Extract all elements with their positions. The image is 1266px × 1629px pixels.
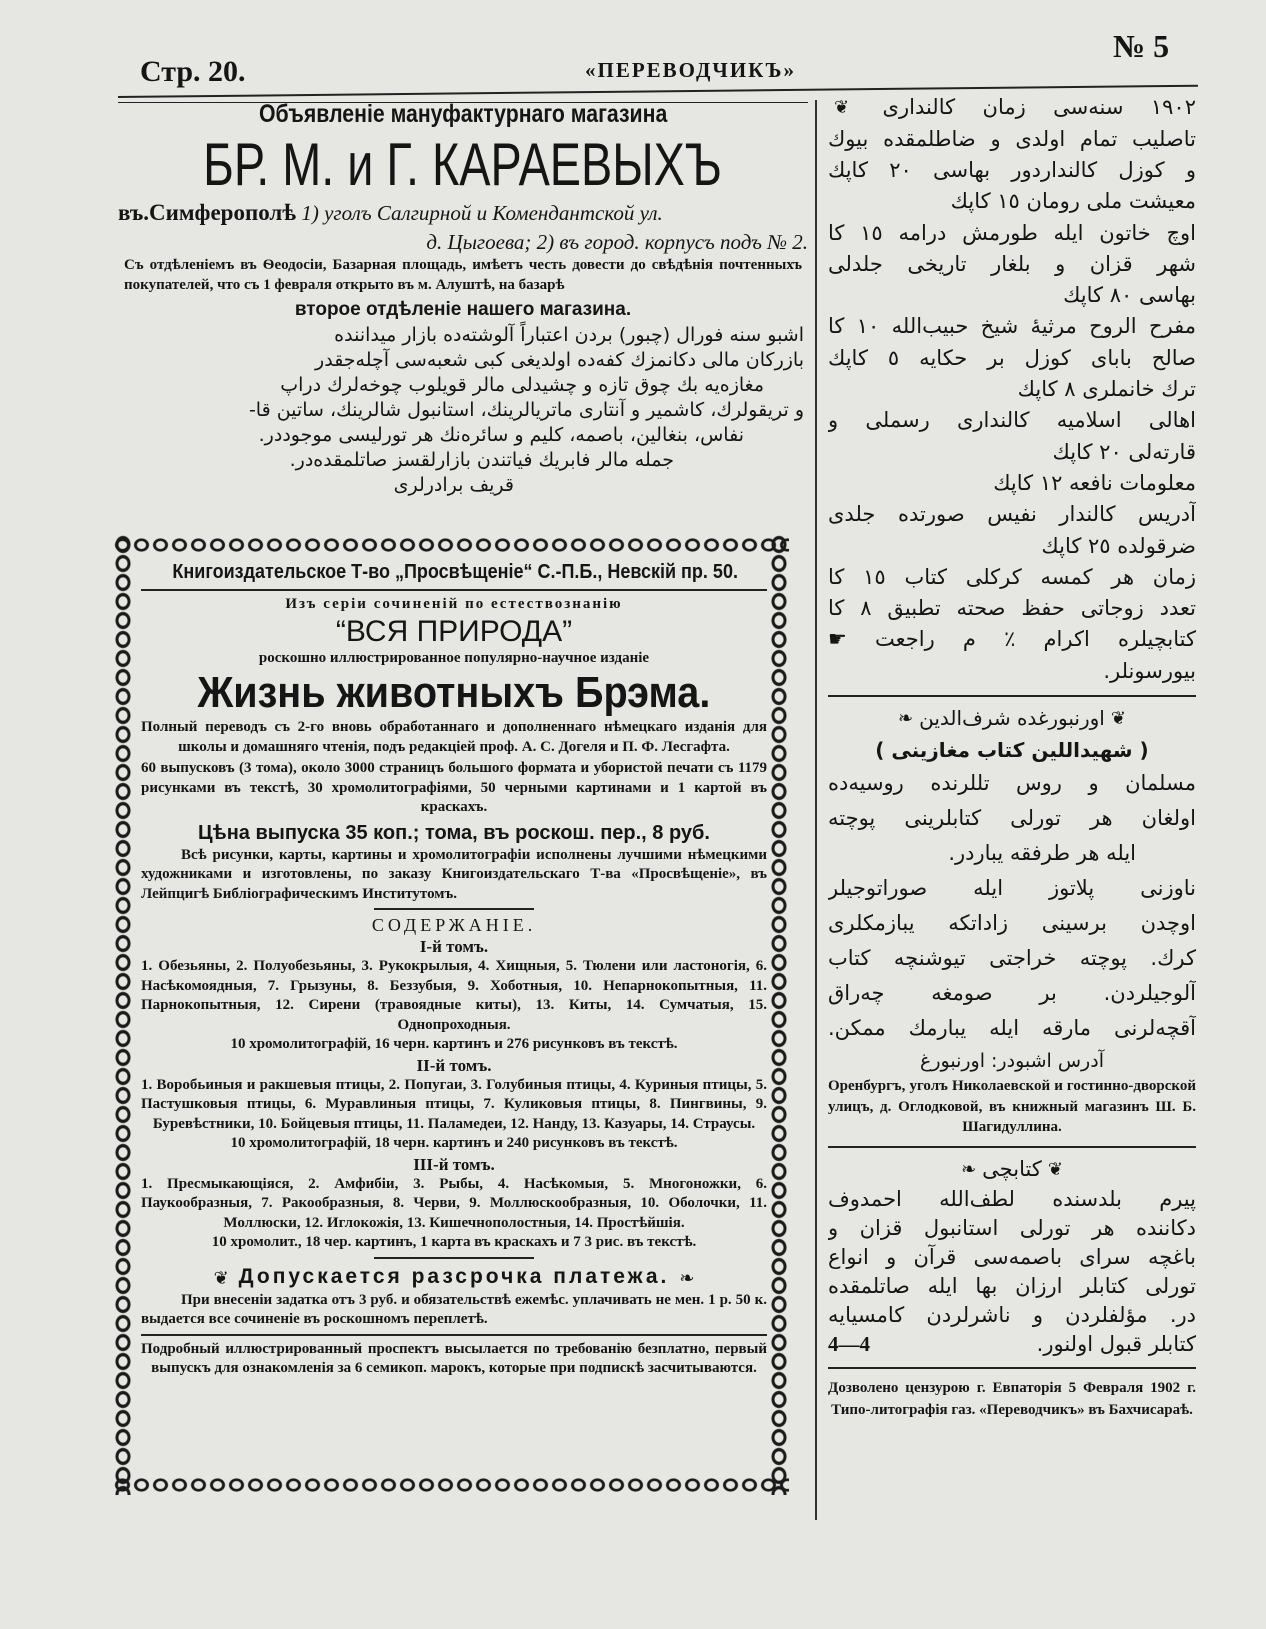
calendar-line: کتابچیلره اکرام ٪ م راجعت ☛: [828, 627, 1196, 652]
arabic-line: مغازه‌یه بك چوق تازه و چشیدلی مالر قویلوب چوخه‌لرك دراپ: [280, 374, 764, 396]
calendar-line: شهر قزان و بلغار تاریخی جلدلی: [828, 251, 1196, 276]
orenburg-address-label: آدرس اشبودر: اورنبورغ: [920, 1050, 1104, 1073]
volumes-description: 60 выпусковъ (3 тома), около 3000 страницъ большого формата и убористой печати съ 1179 рисунками въ текстѣ, 30 хромолитографіями, 50 черными картинами и 1 картой въ краскахъ.: [141, 760, 767, 815]
page-number: Стр. 20.: [140, 55, 246, 88]
prospectus-note: Подробный иллюстрированный проспектъ высылается по требованію безплатно, первый выпускъ для ознакомленія за 6 семикоп. марокъ, которые при подпискѣ засчитываются.: [141, 1340, 767, 1376]
arabic-line: بازرکان مالی دکانمزك کفه‌ده اولدیغی کبی شعبه‌سی آچله‌جقدر: [315, 349, 804, 371]
address-2: д. Цыгоева; 2) въ город. корпусъ подъ № 2.: [426, 230, 808, 254]
ornament-icon: ❦: [213, 1268, 229, 1289]
calendar-line: تاصلیب تمام اولدی و ضاطلمقده بیوك: [828, 126, 1196, 151]
bookseller-line: تورلی کتابلر ارزان بها ایله صاتلمقده: [828, 1273, 1196, 1298]
volume-3-summary: 10 хромолит., 18 чер. картинъ, 1 карта въ краскахъ и 7 3 рис. въ текстѣ.: [211, 1234, 697, 1250]
ad-arabic-text: [118, 323, 808, 498]
arabic-line: نفاس، بنغالین، باصمه، کلیم و سائره‌نك هر تورلیسی موجوددر.: [258, 424, 744, 446]
shop-name: БР. М. и Г. КАРАЕВЫХЪ: [203, 131, 723, 198]
installment-text: При внесеніи задатка отъ 3 руб. и обязательствѣ ежемѣс. уплачивать не мен. 1 р. 50 к. выдается все сочиненіе въ роскошномъ переплетѣ.: [141, 1291, 767, 1327]
column-divider: [815, 100, 817, 1520]
orenburg-line: مسلمان و روس تللرنده روسیه‌ده: [828, 771, 1196, 796]
calendar-line: و کوزل کالنداردور بهاسی ٢٠ کاپك: [828, 157, 1196, 182]
chain-border-right: [769, 535, 789, 1495]
orenburg-line: اوچدن برسینی زاداتکه یبازمکلری: [828, 911, 1196, 936]
arabic-line: اشبو سنه فورال (چبور) بردن اعتباراً آلوشته‌ده بازار میداننده: [334, 324, 804, 346]
arabic-line: و تریقولرك، کاشمیر و آنتاری ماتریالرینك، استانبول شالرینك، ساتین قا-: [248, 399, 804, 421]
bookseller-line: باغچه سرای باصمه‌سی قرآن و انواع: [828, 1244, 1196, 1269]
chain-border-left: [113, 535, 133, 1495]
ornament-icon: ❦: [1110, 708, 1126, 730]
calendar-line: زمان هر کمسه کرکلی کتاب ١٥ کا: [828, 564, 1196, 589]
calendar-line: ١٩٠٢ سنه‌سی زمان کالنداری ❦: [828, 92, 1196, 124]
orenburg-ad: [828, 703, 1196, 1138]
orenburg-line: ایله هر طرفقه یباردر.: [948, 841, 1136, 866]
calendar-line: اهالی اسلامیه کالنداری رسملی و: [828, 408, 1196, 433]
publisher: Книгоиздательское Т-во „Просвѣщеніе“ С.-П.Б., Невскій пр. 50.: [172, 561, 738, 583]
divider: [374, 908, 534, 910]
calendar-line: آدریس کالندار نفیس صورتده جلدی: [828, 502, 1196, 527]
volume-1-title: I-й томъ.: [419, 937, 489, 956]
orenburg-subtitle: ( شهید‌اللین کتاب مغازینی ): [875, 738, 1149, 763]
orenburg-line: اولغان هر تورلی کتابلرینی پوچته: [828, 806, 1196, 831]
newspaper-title: «ПЕРЕВОДЧИКЪ»: [585, 58, 796, 82]
ad-notice: Съ отдѣленіемъ въ Ѳеодосіи, Базарная площадь, имѣетъ честь довести до свѣдѣнія почтенныхъ покупателей, что съ 1 февраля открыто въ м. Алуштѣ, на базарѣ: [124, 257, 802, 293]
karaev-ad: [118, 100, 808, 498]
volume-2-items: 1. Воробьиныя и ракшевыя птицы, 2. Попугаи, 3. Голубиныя птицы, 4. Куриныя птицы, 5. Пастушковыя птицы, 6. Муравлиныя птицы, 7. Куликовыя птицы, 8. Пингвины, 9. Буревѣстники, 10. Бойцевыя птицы, 11. Паламедеи, 12. Нанду, 13. Казуары, 14. Страусы.: [141, 1076, 767, 1132]
ad-notice-bold: второе отдѣленіе нашего магазина.: [294, 299, 632, 320]
calendar-line: مفرح الروح مرثیهٔ شیخ حبیب‌الله ١٠ کا: [828, 314, 1196, 339]
orenburg-line: کرك. پوچته خراجتی تیوشنچه کتاب: [828, 946, 1196, 971]
calendar-line: ضرقولده ٢٥ کاپك: [1041, 533, 1196, 558]
ad-heading: Объявленіе мануфактурнаго магазина: [258, 100, 668, 128]
issue-number: № 5: [1113, 28, 1170, 64]
volume-1-items: 1. Обезьяны, 2. Полуобезьяны, 3. Рукокрылыя, 4. Хищныя, 5. Тюлени или ластоногія, 6. Насѣкомоядныя, 7. Грызуны, 8. Беззубыя, 9. Хоботныя, 10. Непарнокопытныя, 11. Парнокопытныя, 12. Сирени (травоядные киты), 13. Киты, 14. Сумчатыя, 15. Однопроходныя.: [141, 958, 767, 1033]
chain-border-bottom: [113, 1475, 789, 1495]
volume-2-title: II-й томъ.: [416, 1055, 492, 1075]
bookseller-mark: 4—4: [828, 1331, 870, 1356]
bookseller-ad: [828, 1154, 1196, 1359]
right-column: [828, 92, 1196, 1421]
calendar-line: بهاسی ٨٠ کاپك: [1063, 283, 1196, 308]
ornament-icon: ❧: [898, 708, 914, 730]
arabic-signature: قریف برادرلری: [393, 474, 514, 496]
calendar-line: صالح بابای کوزل بر حکایه ٥ کاپك: [828, 345, 1196, 370]
calendar-ad: [828, 92, 1196, 687]
book-title: Жизнь животныхъ Брэма.: [197, 668, 711, 717]
volume-3-items: 1. Пресмыкающіяся, 2. Амфибіи, 3. Рыбы, 4. Насѣкомыя, 5. Многоножки, 6. Паукообразныя, 7. Ракообразныя, 8. Черви, 9. Моллюскообразныя, 10. Оболочки, 11. Моллюски, 12. Иглокожія, 13. Кишечнополостныя, 14. Простѣйшія.: [141, 1175, 767, 1231]
orenburg-line: آلوجیلردن. بر صومغه چه‌راق: [828, 981, 1196, 1006]
price: Цѣна выпуска 35 коп.; тома, въ роскош. пер., 8 руб.: [198, 821, 710, 844]
volume-3-title: III-й томъ.: [413, 1154, 495, 1174]
ornament-icon: ❦: [834, 97, 850, 119]
edition-subtitle: роскошно иллюстрированное популярно-научное изданіе: [258, 649, 650, 666]
bookseller-line: کتابلر قبول اولنور. 4—4: [828, 1330, 1196, 1359]
calendar-line: بیورسونلر.: [1103, 658, 1196, 683]
address-1: 1) уголъ Салгирной и Комендантской ул.: [301, 201, 663, 225]
orenburg-address: Оренбургъ, уголъ Николаевской и гостинно-дворской улицъ, д. Оглодковой, въ книжный магазинъ Ш. Б. Шагидуллина.: [828, 1078, 1196, 1136]
contents-title: СОДЕРЖАНІЕ.: [371, 915, 537, 935]
bookseller-line: دکاننده هر تورلی استانبول قزان و: [828, 1215, 1196, 1240]
calendar-line: تعدد زوجاتی حفظ صحته تطبیق ٨ کا: [828, 596, 1196, 621]
calendar-line: اوچ خاتون ایله طورمش درامه ١٥ کا: [828, 220, 1196, 245]
orenburg-line: ناوزنی پلاتوز ایله صوراتوجیلر: [828, 876, 1196, 901]
ornament-icon: ❧: [679, 1268, 695, 1289]
calendar-line: ترك خانملری ٨ کاپك: [1017, 377, 1196, 402]
translation-note: Полный переводъ съ 2-го вновь обработаннаго и дополненнаго нѣмецкаго изданія для школы и домашняго чтенія, подъ редакціей проф. А. С. Догеля и П. Ф. Лесгафта.: [141, 719, 767, 755]
illustrations-note: Всѣ рисунки, карты, картины и хромолитографіи исполнены лучшими нѣмецкими художниками и изготовлены, по заказу Книгоиздательскаго Т-ва «Просвѣщеніе», въ Лейпцигѣ Библіографическимъ Институтомъ.: [141, 846, 767, 902]
calendar-line: معلومات نافعه ١٢ کاپك: [993, 470, 1196, 495]
bookseller-title: کتابچی: [982, 1156, 1042, 1181]
series-name: “ВСЯ ПРИРОДА”: [335, 614, 573, 648]
ornament-icon: ❧: [961, 1158, 977, 1180]
censorship-note: Дозволено цензурою г. Евпаторія 5 Февраля 1902 г. Типо-литографія газ. «Переводчикъ» въ Бахчисараѣ.: [828, 1379, 1196, 1418]
ornament-icon: ❦: [1047, 1158, 1063, 1180]
bookseller-line: پیرم بلدسنده لطف‌الله احمدوف: [828, 1186, 1196, 1211]
bookseller-line: در. مؤلفلردن و ناشرلردن کامسیایه: [828, 1302, 1196, 1327]
city: въ.Симферополѣ: [118, 200, 297, 225]
arabic-line: جمله مالر فابریك فیاتندن بازارلقسز صاتلمقده‌در.: [289, 449, 674, 471]
orenburg-line: آقچه‌لرنی مارقه ایله یبارمك ممکن.: [828, 1016, 1196, 1041]
divider: [374, 1257, 534, 1259]
installment-title: Допускается разсрочка платежа.: [238, 1264, 670, 1288]
brehm-ad: [113, 535, 789, 1495]
calendar-line: قارته‌لی ٢٠ کاپك: [1052, 439, 1196, 464]
orenburg-title: اورنبورغده شرف‌الدین: [919, 705, 1105, 730]
calendar-line: معیشت ملی رومان ١٥ کاپك: [950, 189, 1196, 214]
chain-border-top: [113, 535, 789, 555]
volume-2-summary: 10 хромолитографій, 18 черн. картинъ и 240 рисунковъ въ текстѣ.: [230, 1135, 678, 1151]
volume-1-summary: 10 хромолитографій, 16 черн. картинъ и 276 рисунковъ въ текстѣ.: [230, 1036, 678, 1052]
series-intro: Изъ серіи сочиненій по естествознанію: [285, 596, 623, 612]
